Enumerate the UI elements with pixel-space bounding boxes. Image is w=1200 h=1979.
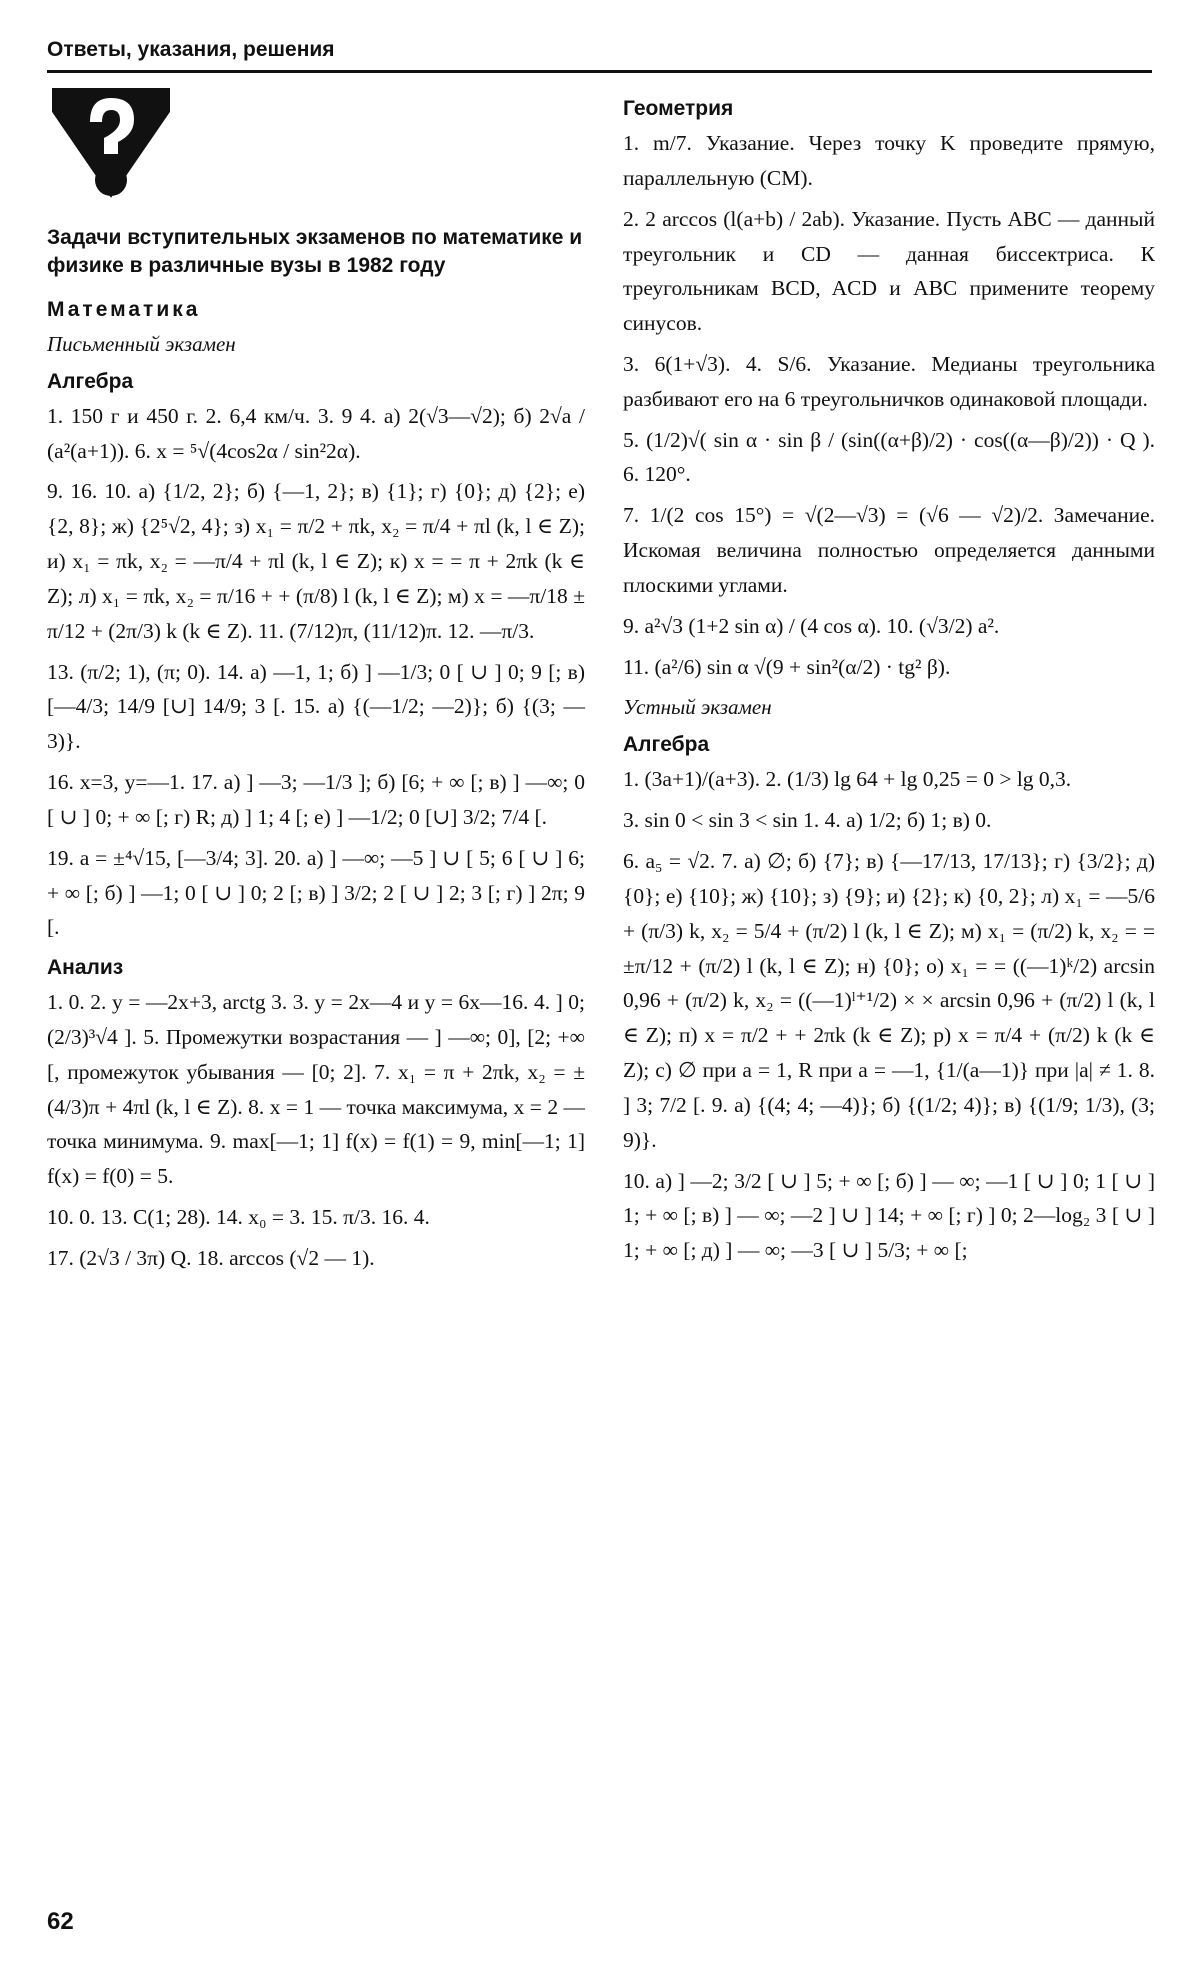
- running-header: Ответы, указания, решения: [47, 38, 335, 61]
- answer-paragraph: 13. (π/2; 1), (π; 0). 14. а) —1, 1; б) ] —1/3; 0 [ ∪ ] 0; 9 [; в) [—4/3; 14/9 [∪] 14/9; 3 [. 15. а) {(—1/2; —2)}; б) {(3; —3)}.: [47, 659, 585, 754]
- answer-paragraph: 16. x=3, y=—1. 17. а) ] —3; —1/3 ]; б) [6; + ∞ [; в) ] —∞; 0 [ ∪ ] 0; + ∞ [; г) R; д) ] 1; 4 [; е) ] —1/2; 0 [∪] 3/2; 7/4 [.: [47, 770, 585, 829]
- answer-paragraph: 19. a = ±⁴√15, [—3/4; 3]. 20. а) ] —∞; —5 ] ∪ [ 5; 6 [ ∪ ] 6; + ∞ [; б) ] —1; 0 [ ∪ ] 0; 2 [; в) ] 3/2; 2 [ ∪ ] 2; 3 [; г) ] 2π; 9 [.: [47, 845, 585, 940]
- algebra-heading: Алгебра: [47, 369, 134, 393]
- answer-paragraph: 9. 16. 10. а) {1/2, 2}; б) {—1, 2}; в) {1}; г) {0}; д) {2}; е) {2, 8}; ж) {2⁵√2, 4}; з) x₁ = π/2 + πk, x₂ = π/4 + πl (k, l ∈ Z); и) x₁ = πk, x₂ = —π/4 + πl (k, l ∈ Z); к) x = = π + 2πk (k ∈ Z); л) x₁ = πk, x₂ = π/16 + + (π/8) l (k, l ∈ Z); м) x = —π/18 ± π/12 + (2π/3) k (k ∈ Z). 11. (7/12)π, (11/12)π. 12. —π/3.: [47, 479, 585, 643]
- answer-paragraph: 1. (3a+1)/(a+3). 2. (1/3) lg 64 + lg 0,25 = 0 > lg 0,3.: [623, 767, 1072, 792]
- answer-paragraph: 1. m/7. Указание. Через точку K проведите прямую, параллельную (CM).: [623, 131, 1155, 190]
- answer-paragraph: 2. 2 arccos (l(a+b) / 2ab). Указание. Пусть ABC — данный треугольник и CD — данная биссектриса. К треугольникам BCD, ACD и ABC примените теорему синусов.: [623, 206, 1155, 336]
- answer-paragraph: 3. sin 0 < sin 3 < sin 1. 4. а) 1/2; б) 1; в) 0.: [623, 808, 992, 833]
- answer-paragraph: 1. 150 г и 450 г. 2. 6,4 км/ч. 3. 9 4. а) 2(√3—√2); б) 2√a / (a²(a+1)). 6. x = ⁵√(4cos2α / sin²2α).: [47, 403, 585, 463]
- answer-paragraph: 10. 0. 13. C(1; 28). 14. x₀ = 3. 15. π/3. 16. 4.: [47, 1205, 430, 1230]
- header-rule: [47, 70, 1152, 73]
- left-column: [47, 88, 585, 1282]
- answer-paragraph: 1. 0. 2. y = —2x+3, arctg 3. 3. y = 2x—4 и y = 6x—16. 4. ] 0; (2/3)³√4 ]. 5. Промежутки возрастания — ] —∞; 0], [2; +∞ [, промежуток убывания — [0; 2]. 7. x₁ = π + 2πk, x₂ = ±(4/3)π + 4πl (k, l ∈ Z). 8. x = 1 — точка максимума, x = 2 — точка минимума. 9. max[—1; 1] f(x) = f(1) = 9, min[—1; 1] f(x) = f(0) = 5.: [47, 990, 585, 1189]
- answer-paragraph: 10. а) ] —2; 3/2 [ ∪ ] 5; + ∞ [; б) ] — ∞; —1 [ ∪ ] 0; 1 [ ∪ ] 1; + ∞ [; в) ] — ∞; —2 ] ∪ ] 14; + ∞ [; г) ] 0; 2—log₂ 3 [ ∪ ] 1; + ∞ [; д) ] — ∞; —3 [ ∪ ] 5/3; + ∞ [;: [623, 1168, 1155, 1263]
- answer-paragraph: 5. (1/2)√( sin α · sin β / (sin((α+β)/2) · cos((α—β)/2)) · Q ). 6. 120°.: [623, 427, 1155, 487]
- oral-exam-heading: Устный экзамен: [623, 695, 772, 720]
- answer-paragraph: 3. 6(1+√3). 4. S/6. Указание. Медианы треугольника разбивают его на 6 треугольничков одинаковой площади.: [623, 351, 1155, 411]
- page-number: 62: [47, 1908, 74, 1935]
- answer-paragraph: 17. (2√3 / 3π) Q. 18. arccos (√2 — 1).: [47, 1245, 375, 1270]
- oral-algebra-heading: Алгебра: [623, 733, 710, 757]
- question-mark-logo-icon: [52, 88, 170, 206]
- subject-heading: Математика: [47, 297, 201, 321]
- answer-paragraph: 7. 1/(2 cos 15°) = √(2—√3) = (√6 — √2)/2. Замечание. Искомая величина полностью определяется данными плоскими углами.: [623, 503, 1155, 597]
- analysis-heading: Анализ: [47, 956, 124, 980]
- article-title: Задачи вступительных экзаменов по математике и физике в различные вузы в 1982 году: [47, 226, 583, 278]
- exam-type-heading: Письменный экзамен: [47, 331, 236, 356]
- right-column: [623, 88, 1155, 1274]
- answer-paragraph: 6. a₅ = √2. 7. а) ∅; б) {7}; в) {—17/13, 17/13}; г) {3/2}; д) {0}; е) {10}; ж) {10}; з) {9}; и) {2}; к) {0, 2}; л) x₁ = —5/6 + (π/3) k, x₂ = 5/4 + (π/2) l (k, l ∈ Z); м) x₁ = (π/2) k, x₂ = = ±π/12 + (π/2) l (k, l ∈ Z); н) {0}; о) x₁ = = ((—1)ᵏ/2) arcsin 0,96 + (π/2) k, x₂ = ((—1)ˡ⁺¹/2) × × arcsin 0,96 + (π/2) l (k, l ∈ Z); п) x = π/2 + + 2πk (k ∈ Z); р) x = π/4 + (π/2) k (k ∈ Z); с) ∅ при a = 1, R при a = —1, {1/(a—1)} при |a| ≠ 1. 8. ] 3; 7/2 [. 9. а) {(4; 4; —4)}; б) {(1/2; 4)}; в) {(1/9; 1/3), (3; 9)}.: [623, 849, 1155, 1152]
- answer-paragraph: 9. a²√3 (1+2 sin α) / (4 cos α). 10. (√3/2) a².: [623, 613, 1000, 638]
- geometry-heading: Геометрия: [623, 97, 734, 120]
- answer-paragraph: 11. (a²/6) sin α √(9 + sin²(α/2) · tg² β).: [623, 654, 951, 679]
